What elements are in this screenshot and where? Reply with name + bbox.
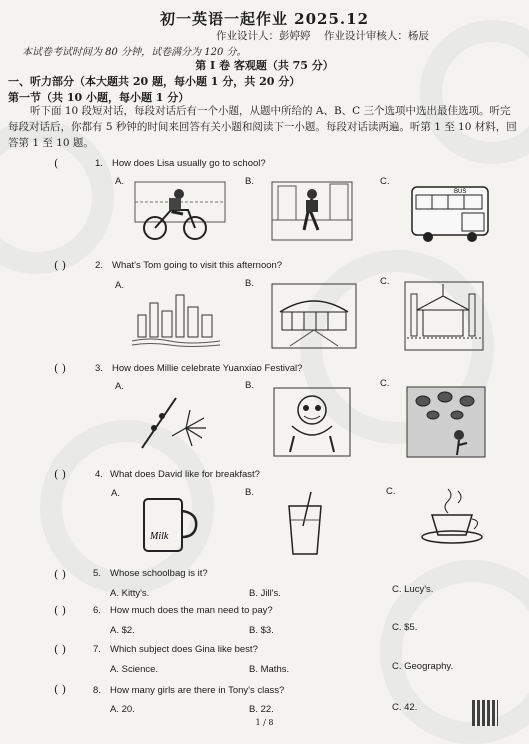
answer-paren[interactable]: ( ): [54, 362, 67, 375]
milk-label: Milk: [150, 531, 169, 542]
city-icon: [130, 285, 225, 350]
coffee-icon: [418, 487, 490, 547]
answer-paren[interactable]: ( ): [54, 683, 67, 696]
answer-paren[interactable]: ( ): [54, 259, 67, 272]
option-b[interactable]: B.: [245, 176, 254, 187]
option-c[interactable]: C.: [380, 378, 390, 389]
exam-note: 本试卷考试时间为 80 分钟，试卷满分为 120 分。: [22, 47, 247, 58]
option-a[interactable]: A. $2.: [110, 625, 135, 636]
question-text: How does Millie celebrate Yuanxiao Festival?: [112, 363, 303, 374]
option-c[interactable]: C.: [380, 276, 390, 287]
option-a[interactable]: A. Kitty's.: [110, 588, 150, 599]
option-b[interactable]: B. Maths.: [249, 664, 290, 675]
lion-dance-icon: [272, 386, 352, 458]
option-b[interactable]: B.: [245, 278, 254, 289]
question-number: 7.: [93, 644, 101, 655]
answer-paren[interactable]: ( ): [54, 468, 67, 481]
option-b[interactable]: B. 22.: [249, 704, 274, 715]
question-number: 5.: [93, 568, 101, 579]
museum-icon: [270, 282, 358, 350]
option-c[interactable]: C. Geography.: [392, 661, 454, 672]
option-a[interactable]: A.: [115, 176, 124, 187]
palace-icon: [403, 280, 485, 352]
volume-heading: 第 I 卷 客观题（共 75 分）: [195, 59, 334, 72]
question-text: How does Lisa usually go to school?: [112, 158, 266, 169]
instructions: 听下面 10 段短对话，每段对话后有一个小题，从题中所给的 A、B、C 三个选项中选出最佳选项。听完每段对话后，你都有 5 秒钟的时间来回答有关小题和阅读下一小题。每段对话读两遍。听第 1 至 10 材料，回答第 1 至 10 题。: [8, 105, 517, 149]
option-c[interactable]: C. 42.: [392, 702, 418, 713]
question-text: How many girls are there in Tony's class?: [110, 685, 285, 696]
option-c[interactable]: C. Lucy's.: [392, 584, 434, 595]
question-text: Whose schoolbag is it?: [110, 568, 208, 579]
option-b[interactable]: B.: [245, 487, 254, 498]
lanterns-icon: [405, 385, 487, 460]
designer: 作业设计人：彭婷婷: [216, 30, 311, 42]
answer-paren[interactable]: (: [54, 157, 59, 170]
answer-paren[interactable]: ( ): [54, 604, 67, 617]
option-a[interactable]: A. Science.: [110, 664, 159, 675]
page-title: 初一英语一起作业 2025.12: [159, 10, 370, 28]
option-c[interactable]: C. $5.: [392, 622, 418, 633]
reviewer: 作业设计审核人：杨辰: [323, 30, 429, 42]
question-number: 2.: [95, 260, 103, 271]
page-number: 1 / 8: [255, 718, 274, 727]
question-text: How much does the man need to pay?: [110, 605, 273, 616]
option-c[interactable]: C.: [386, 486, 396, 497]
option-a[interactable]: A. 20.: [110, 704, 135, 715]
milk-icon: [140, 495, 202, 557]
bus-label: BUS: [454, 189, 467, 195]
question-number: 1.: [95, 158, 103, 169]
question-number: 6.: [93, 605, 101, 616]
question-number: 3.: [95, 363, 103, 374]
option-b[interactable]: B.: [245, 380, 254, 391]
option-b[interactable]: B. Jill's.: [249, 588, 281, 599]
question-text: Which subject does Gina like best?: [110, 644, 258, 655]
designer-info: [216, 28, 429, 43]
juice-icon: [285, 490, 325, 558]
option-a[interactable]: A.: [111, 488, 120, 499]
option-b[interactable]: B. $3.: [249, 625, 274, 636]
option-a[interactable]: A.: [115, 381, 124, 392]
fireworks-icon: [132, 388, 212, 458]
walk-icon: [270, 180, 355, 242]
option-a[interactable]: A.: [115, 280, 124, 291]
question-number: 4.: [95, 469, 103, 480]
option-c[interactable]: C.: [380, 176, 390, 187]
answer-paren[interactable]: ( ): [54, 643, 67, 656]
answer-paren[interactable]: ( ): [54, 568, 67, 581]
question-number: 8.: [93, 685, 101, 696]
part-heading: 一、听力部分（本大题共 20 题，每小题 1 分，共 20 分）: [8, 75, 301, 88]
section-heading: 第一节（共 10 小题，每小题 1 分）: [8, 91, 190, 104]
question-text: What's Tom going to visit this afternoon?: [112, 260, 283, 271]
qr-code-icon: [472, 700, 498, 726]
bus-icon: [408, 183, 493, 243]
question-text: What does David like for breakfast?: [110, 469, 260, 480]
bike-icon: [133, 180, 228, 242]
